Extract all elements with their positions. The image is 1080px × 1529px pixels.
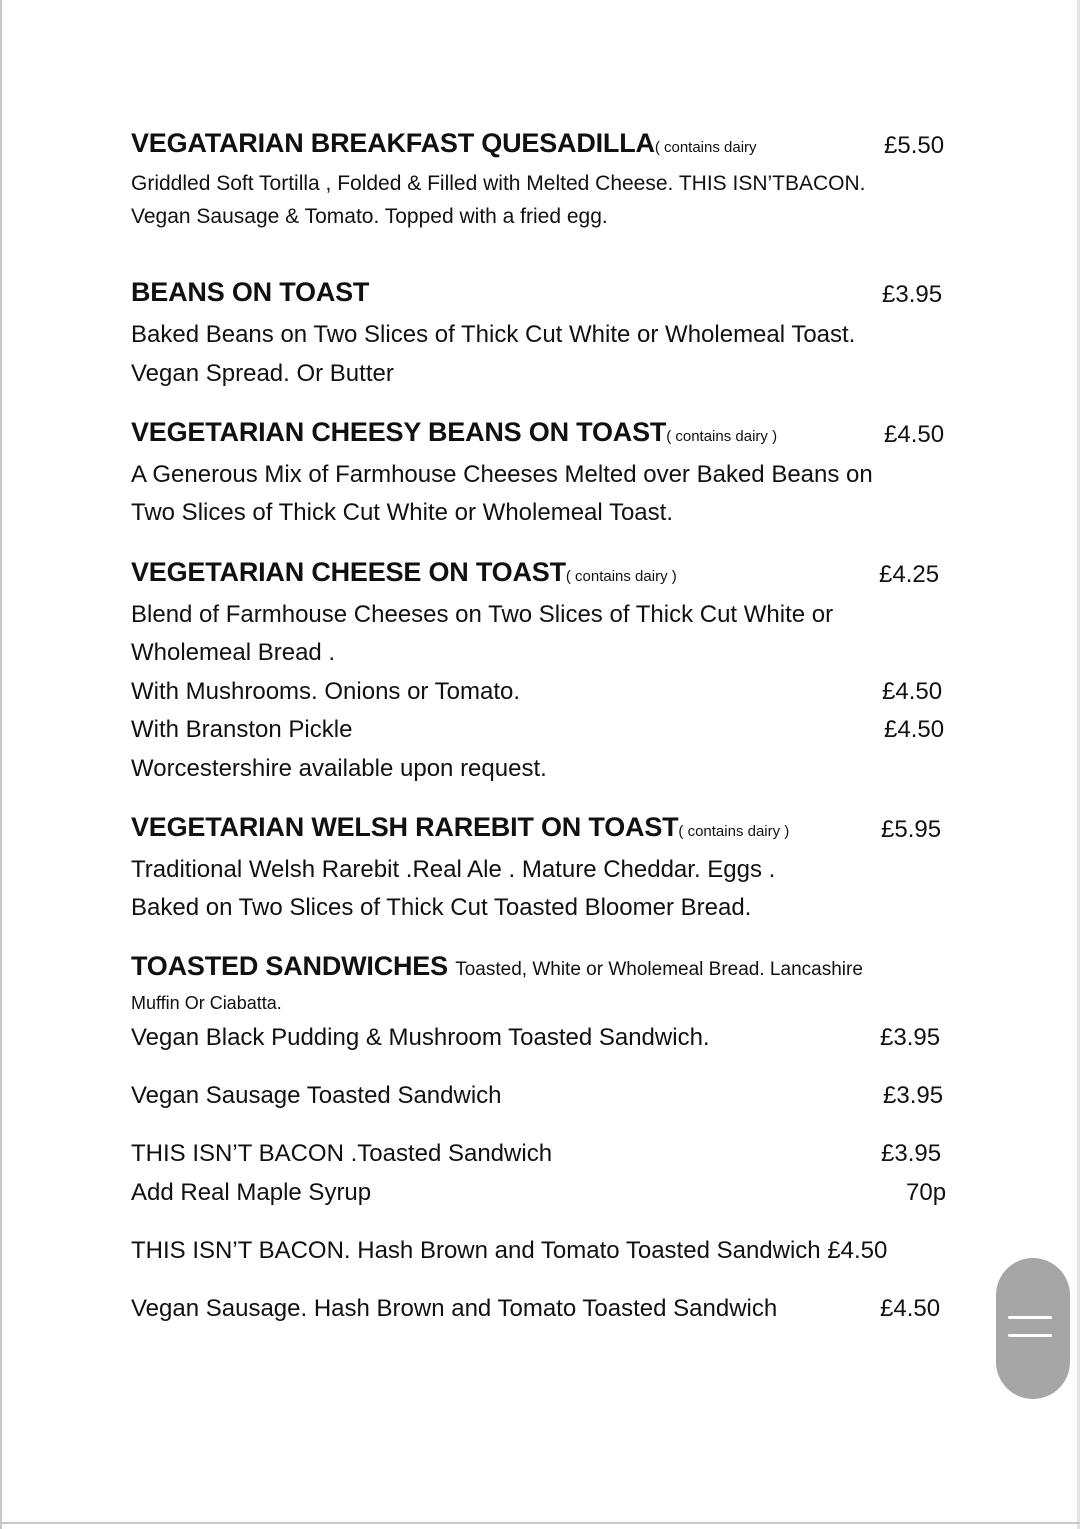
menu-item-title: VEGETARIAN WELSH RAREBIT ON TOAST( contains dairy ) [131,812,790,842]
sandwich-price: £4.50 [880,1295,941,1322]
menu-item-footnote: Worcestershire available upon request. [131,755,547,782]
menu-item-description: Vegan Spread. Or Butter [131,360,394,387]
menu-item-description: Vegan Sausage & Tomato. Topped with a fried egg. [131,205,608,228]
dairy-note: ( contains dairy ) [678,823,790,840]
menu-item-price: £5.50 [884,132,945,159]
menu-item-title: BEANS ON TOAST [131,277,370,307]
sandwich-addon-label: Add Real Maple Syrup [131,1179,372,1206]
section-note: Toasted, White or Wholemeal Bread. Lancashire [455,959,863,980]
menu-item-description: Blend of Farmhouse Cheeses on Two Slices of Thick Cut White or [131,601,834,628]
menu-extra-price: £4.50 [882,678,943,705]
sandwich-label: Vegan Black Pudding & Mushroom Toasted Sandwich. [131,1024,710,1051]
page-border [0,1522,1080,1524]
menu-item-description: Traditional Welsh Rarebit .Real Ale . Mature Cheddar. Eggs . [131,856,776,883]
section-title: TOASTED SANDWICHES Toasted, White or Wholemeal Bread. Lancashire [131,951,863,981]
menu-item-description: Baked on Two Slices of Thick Cut Toasted Bloomer Bread. [131,894,752,921]
scroll-handle[interactable] [996,1258,1070,1399]
menu-item-price: £4.50 [884,421,945,448]
sandwich-addon-price: 70p [906,1179,947,1206]
sandwich-price: £3.95 [880,1024,941,1051]
menu-extra-label: With Branston Pickle [131,716,353,743]
menu-item-description: Two Slices of Thick Cut White or Wholemeal Toast. [131,499,673,526]
sandwich-label: THIS ISN’T BACON .Toasted Sandwich [131,1140,553,1167]
sandwich-label: Vegan Sausage Toasted Sandwich [131,1082,502,1109]
sandwich-price: £3.95 [883,1082,944,1109]
menu-item-description: Wholemeal Bread . [131,639,336,666]
dairy-note: ( contains dairy ) [565,568,677,585]
menu-extra-price: £4.50 [884,716,945,743]
dairy-note: ( contains dairy ) [666,428,778,445]
menu-item-price: £4.25 [879,561,940,588]
page-border [0,0,2,1529]
sandwich-price: £3.95 [881,1140,942,1167]
menu-extra-label: With Mushrooms. Onions or Tomato. [131,678,521,705]
menu-item-description: Baked Beans on Two Slices of Thick Cut White or Wholemeal Toast. [131,321,856,348]
dairy-note: ( contains dairy [654,139,757,156]
sandwich-label: Vegan Sausage. Hash Brown and Tomato Toasted Sandwich [131,1295,778,1322]
menu-item-description: A Generous Mix of Farmhouse Cheeses Melted over Baked Beans on [131,461,873,488]
menu-item-price: £3.95 [882,281,943,308]
sandwich-label: THIS ISN’T BACON. Hash Brown and Tomato Toasted Sandwich £4.50 [131,1237,888,1264]
menu-item-price: £5.95 [881,816,942,843]
menu-item-title: VEGETARIAN CHEESY BEANS ON TOAST( contains dairy ) [131,417,778,447]
menu-item-description: Griddled Soft Tortilla , Folded & Filled with Melted Cheese. THIS ISN’TBACON. [131,172,866,195]
menu-item-title: VEGETARIAN CHEESE ON TOAST( contains dairy ) [131,557,677,587]
section-note: Muffin Or Ciabatta. [131,993,282,1013]
menu-item-title: VEGATARIAN BREAKFAST QUESADILLA( contains dairy [131,128,757,158]
